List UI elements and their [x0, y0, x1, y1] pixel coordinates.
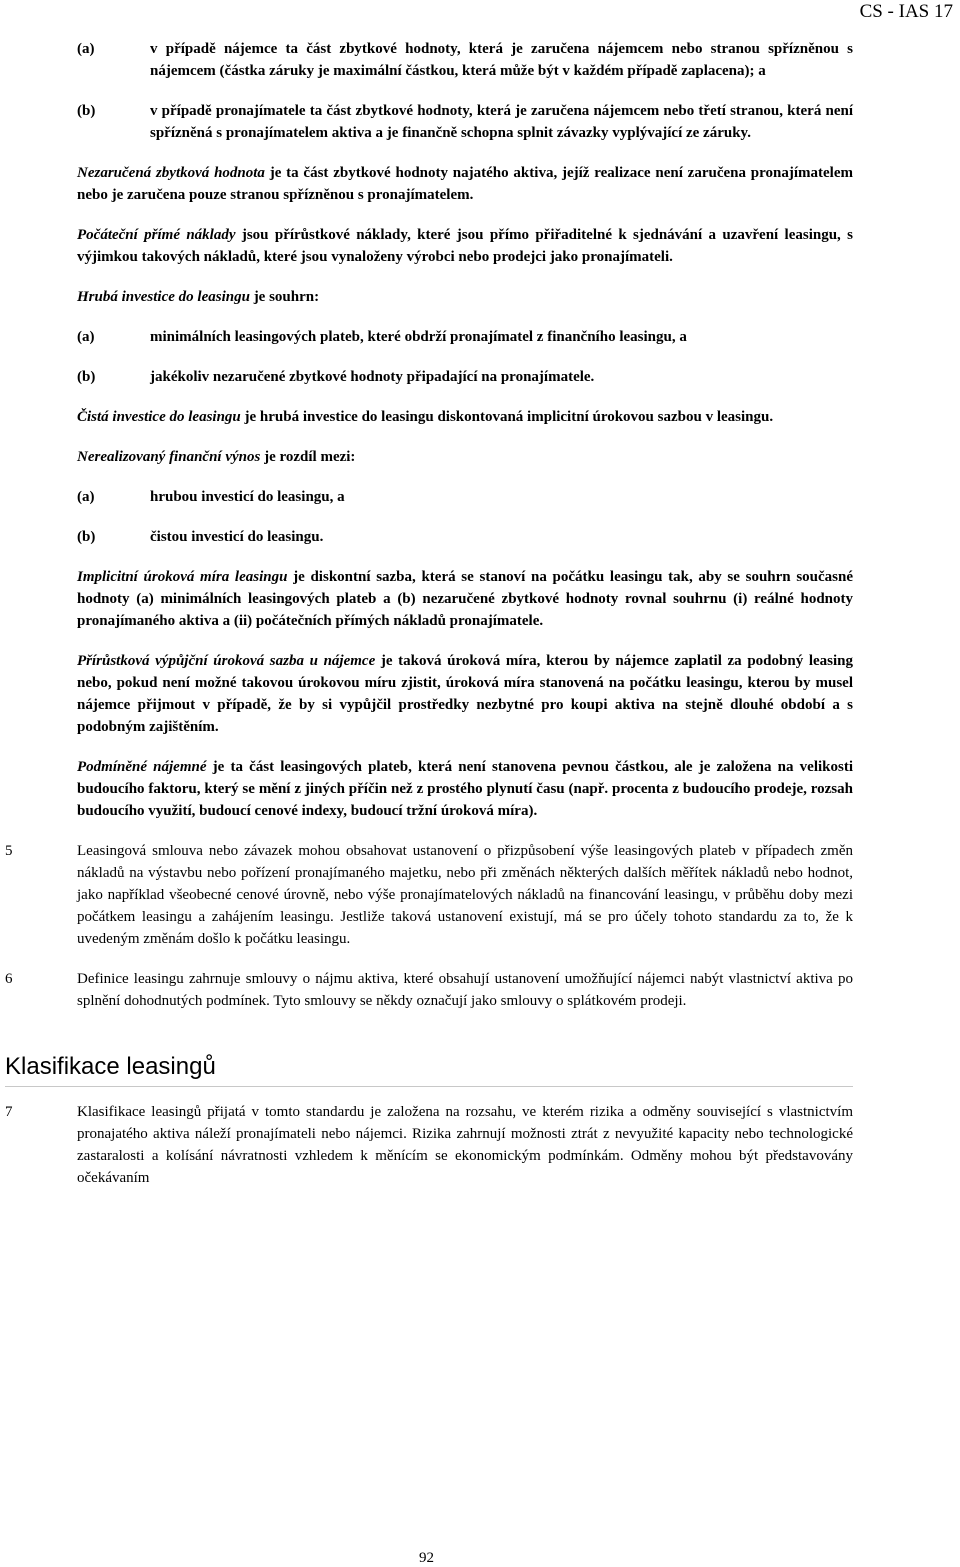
definition-text: je taková úroková míra, kterou by nájemce zaplatil za podobný leasing nebo, pokud není možné takovou úrokovou míru zjistit, úroková míra stanovená na počátku leasingu, kterou by musel nájemce přijmout v případě, že by si vypůjčil prostředky nezbytné pro koupi aktiva na stejně dlouhé období a s podobným zajištěním. [77, 653, 854, 735]
item-label: (b) [77, 529, 96, 545]
item-text: minimálních leasingových plateb, které obdrží pronajímatel z finančního leasingu, a [150, 329, 687, 345]
definition-text: je diskontní sazba, která se stanoví na počátku leasingu tak, aby se souhrn současné hodnoty (a) minimálních leasingových plateb a (b) nezaručené zbytkové hodnoty rovnal souhrnu (i) reálné hodnoty pronajímaného aktiva a (ii) počátečních přímých nákladů pronajímatele. [77, 569, 853, 629]
definition-gross-investment [77, 286, 853, 308]
item-text: v případě nájemce ta část zbytkové hodnoty, která je zaručena nájemcem nebo stranou spřízněnou s nájemcem (částka záruky je maximální částkou, která může být v každém případě zaplacena); a [150, 41, 853, 79]
defined-term: Počáteční přímé náklady [77, 227, 236, 243]
paragraph-text: Klasifikace leasingů přijatá v tomto standardu je založena na rozsahu, ve kterém rizika a odměny související s vlastnictvím pronajatého aktiva náleží pronajímateli nebo nájemci. Rizika zahrnují možnosti ztrát z nevyužité kapacity nebo technologické zastaralosti a kolísání návratnosti vzhledem k měnícím se ekonomickým podmínkám. Odměny mohou být představovány očekávaním [77, 1104, 853, 1186]
paragraph-text: Definice leasingu zahrnuje smlouvy o nájmu aktiva, které obsahují ustanovení umožňující nájemci nabýt vlastnictví aktiva po splnění dohodnutých podmínek. Tyto smlouvy se někdy označují jako smlouvy o splátkovém prodeji. [77, 971, 853, 1009]
paragraph-5 [0, 840, 853, 950]
defined-term: Hrubá investice do leasingu [77, 289, 250, 305]
definition-text: jsou přírůstkové náklady, které jsou přímo přiřaditelné k sjednávání a uzavření leasingu, s výjimkou takových nákladů, které jsou vynaloženy výrobci nebo prodejci jako pronajímateli. [77, 227, 853, 265]
paragraph-7 [0, 1101, 853, 1189]
paragraph-text: Leasingová smlouva nebo závazek mohou obsahovat ustanovení o přizpůsobení výše leasingových plateb v případech změn nákladů na výstavbu nebo pořízení pronajímaného majetku, nebo při změnách některých dalších měřítek nákladů nebo hodnot, jako například všeobecné cenové úrovně, nebo výše pronajímatelových nákladů na financování leasingu, v průběhu doby mezi počátkem leasingu a zahájením leasingu. Jestliže taková ustanovení existují, má se pro účely tohoto standardu za to, že k uvedeným změnám došlo k počátku leasingu. [77, 843, 853, 947]
defined-term: Nezaručená zbytková hodnota [77, 165, 265, 181]
paragraph-number: 5 [5, 843, 13, 859]
item-label: (a) [77, 41, 95, 57]
definition-unguaranteed-residual [77, 162, 853, 206]
definition-text: je ta část leasingových plateb, která není stanovena pevnou částkou, ale je založena na velikosti budoucího faktoru, který se mění z jiných příčin než z prostého plynutí času (např. procenta z budoucího prodeje, rozsah budoucího využití, budoucí cenové indexy, budoucí tržní úroková míra). [77, 759, 853, 819]
item-text: čistou investicí do leasingu. [150, 529, 324, 545]
definition-contingent-rent [77, 756, 853, 822]
paragraph-6 [0, 968, 853, 1012]
residual-item-a [77, 38, 853, 82]
page-header-code: CS - IAS 17 [859, 1, 953, 22]
defined-term: Přírůstková výpůjční úroková sazba u nájemce [77, 653, 376, 669]
definition-incremental-borrowing-rate [77, 650, 853, 738]
definition-text: je souhrn: [249, 289, 320, 305]
definition-initial-direct-costs [77, 224, 853, 268]
defined-term: Nerealizovaný finanční výnos [77, 449, 261, 465]
paragraph-number: 6 [5, 971, 13, 987]
definition-implicit-interest-rate [77, 566, 853, 632]
item-label: (a) [77, 329, 95, 345]
defined-term: Podmíněné nájemné [77, 759, 207, 775]
page-number: 92 [419, 1550, 434, 1566]
paragraph-number: 7 [5, 1104, 13, 1120]
gross-item-b [77, 366, 853, 388]
definition-text: je ta část zbytkové hodnoty najatého aktiva, jejíž realizace není zaručena pronajímatelem nebo je zaručena pouze stranou spřízněnou s pronajímatelem. [77, 165, 853, 203]
definition-text: je rozdíl mezi: [260, 449, 356, 465]
item-text: v případě pronajímatele ta část zbytkové hodnoty, která je zaručena nájemcem nebo třetí stranou, která není spřízněná s pronajímatelem aktiva a je finančně schopna splnit závazky vyplývající ze záruky. [150, 103, 853, 141]
definition-net-investment [77, 406, 853, 428]
item-label: (b) [77, 103, 96, 119]
defined-term: Implicitní úroková míra leasingu [77, 569, 288, 585]
item-label: (b) [77, 369, 96, 385]
unearned-item-a [77, 486, 853, 508]
item-text: hrubou investicí do leasingu, a [150, 489, 345, 505]
document-body [0, 38, 960, 1207]
gross-item-a [77, 326, 853, 348]
section-heading: Klasifikace leasingů [5, 1052, 853, 1087]
definition-unearned-finance-income [77, 446, 853, 468]
residual-item-b [77, 100, 853, 144]
unearned-item-b [77, 526, 853, 548]
definition-text: je hrubá investice do leasingu diskontovaná implicitní úrokovou sazbou v leasingu. [240, 409, 774, 425]
item-label: (a) [77, 489, 95, 505]
defined-term: Čistá investice do leasingu [77, 409, 241, 425]
item-text: jakékoliv nezaručené zbytkové hodnoty připadající na pronajímatele. [150, 369, 595, 385]
